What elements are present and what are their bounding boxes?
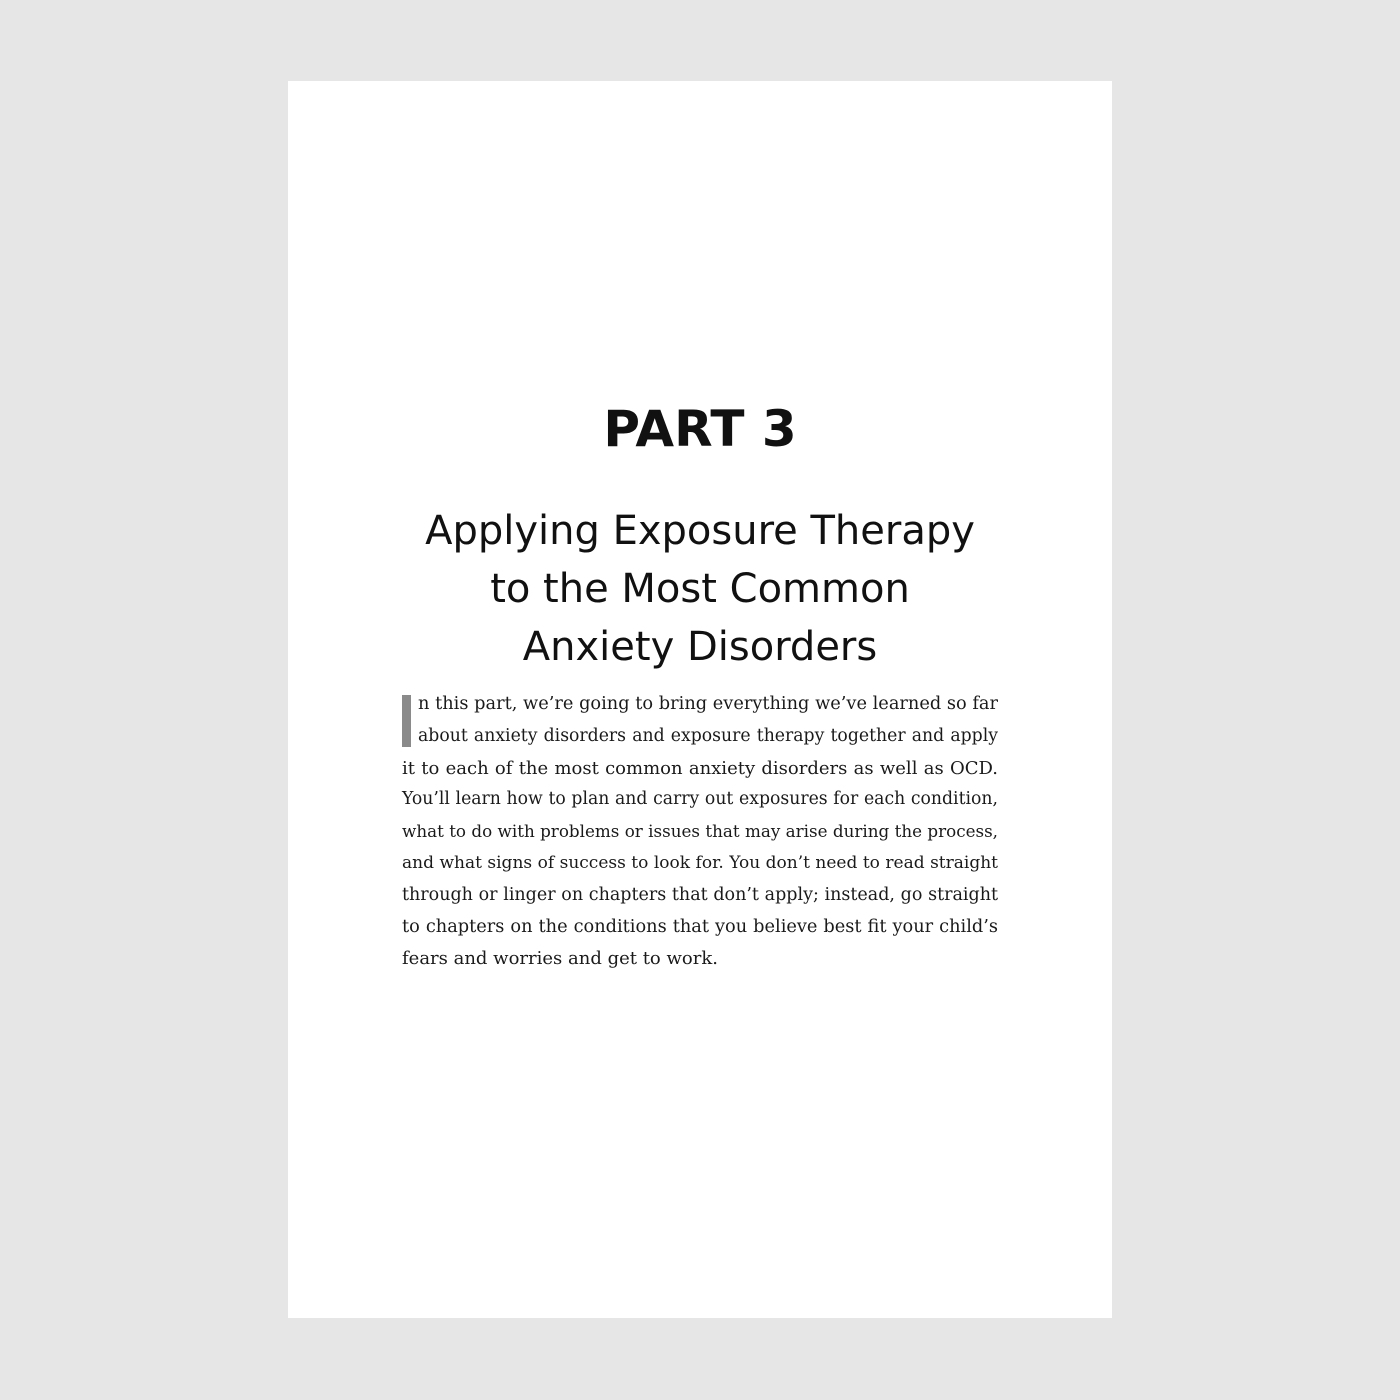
paragraph-line: n this part, we’re going to bring everything we’ve learned so far (418, 694, 998, 714)
paragraph-line: fears and worries and get to work. (402, 948, 718, 970)
part-title-line: Applying Exposure Therapy (425, 508, 975, 554)
paragraph-line: You’ll learn how to plan and carry out exposures for each condition, (402, 789, 998, 810)
paragraph-line: to chapters on the conditions that you believe best fit your child’s (402, 916, 998, 937)
paragraph-line: about anxiety disorders and exposure therapy together and apply (418, 725, 998, 746)
part-label: PART 3 (603, 400, 797, 458)
body-paragraph (402, 689, 998, 975)
book-page (288, 81, 1112, 1318)
paragraph-line: what to do with problems or issues that may arise during the process, (402, 821, 998, 842)
paragraph-line: it to each of the most common anxiety disorders as well as OCD. (402, 757, 998, 779)
paragraph-line: and what signs of success to look for. You don’t need to read straight (402, 852, 998, 873)
part-title (0, 502, 1400, 676)
paragraph-line: through or linger on chapters that don’t apply; instead, go straight (402, 884, 998, 905)
part-title-line: Anxiety Disorders (522, 624, 878, 670)
drop-cap (402, 695, 411, 747)
part-title-line: to the Most Common (490, 566, 910, 612)
